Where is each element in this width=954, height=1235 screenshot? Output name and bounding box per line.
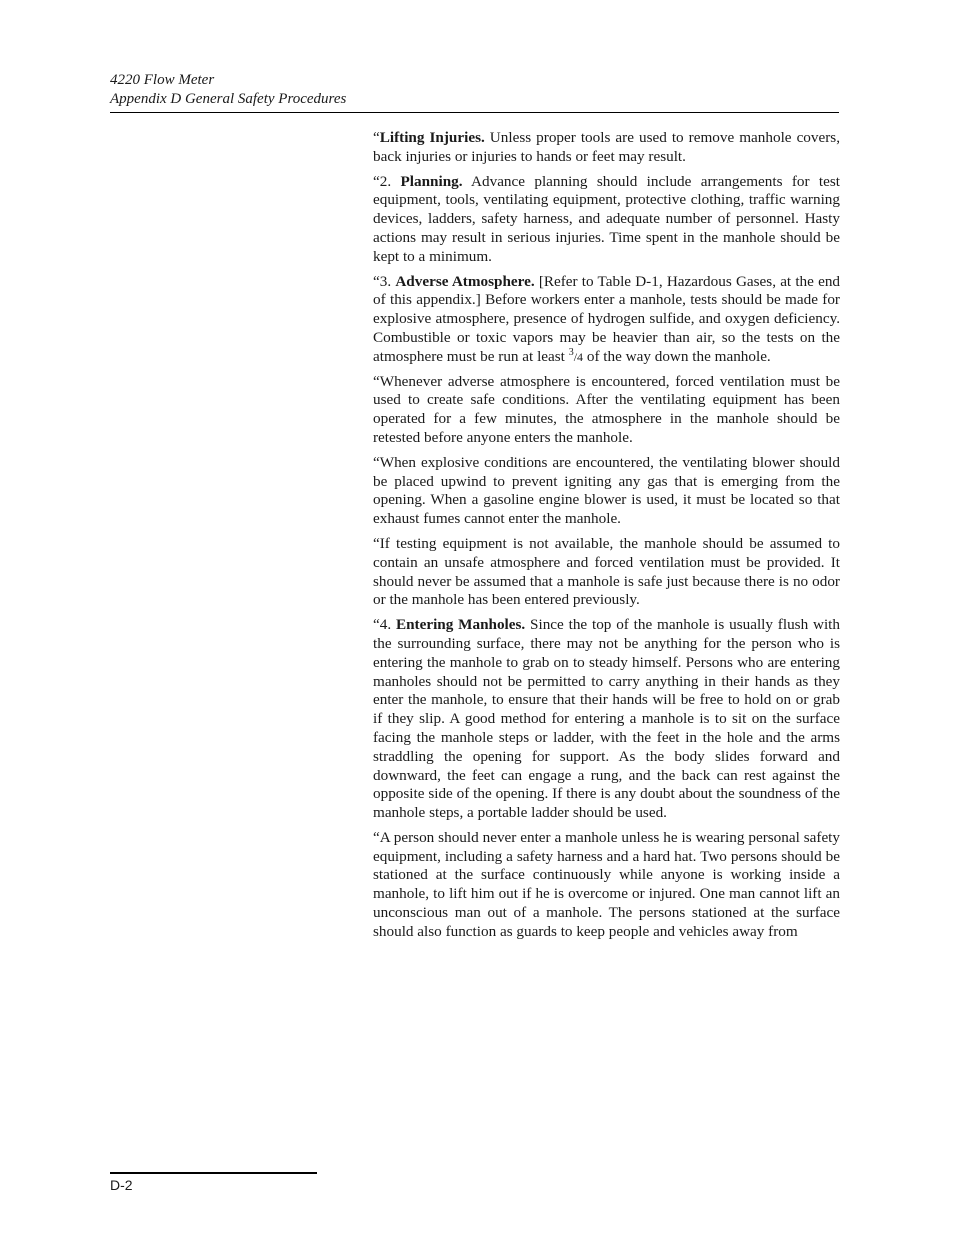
paragraph-entering-manholes: “4. Entering Manholes. Since the top of the manhole is usually flush with the surrounding surface, there may not be anything for the person who is entering the manhole to grab on to steady himself. Persons who are entering manholes should not be permitted to carry anything in their hands as they enter the manhole, to ensure that their hands will be free to hold on or grab if they slip. A good method for entering a manhole is to sit on the surface facing the manhole steps or ladder, with the feet in the hole and the arms straddling the opening for support. As the body slides forward and downward, the feet can engage a rung, and the back can rest against the opposite side of the opening. If there is any doubt about the soundness of the manhole steps, a portable ladder should be used. [373, 616, 840, 822]
paragraph-adverse-atmosphere: “3. Adverse Atmosphere. [Refer to Table D-1, Hazardous Gases, at the end of this appendix.] Before workers enter a manhole, tests should be made for explosive atmosphere, presence of hydrogen sulfide, and oxygen deficiency. Combustible or toxic vapors may be heavier than air, so the tests on the atmosphere must be run at least $^3$/4 of the way down the manhole. [373, 272, 841, 365]
fraction-denominator: /4 [573, 349, 584, 364]
header-title: 4220 Flow Meter [110, 72, 215, 88]
header-subtitle: Appendix D General Safety Procedures [110, 91, 347, 107]
footer-divider [110, 1172, 317, 1174]
paragraph-lifting-injuries: “Lifting Injuries. Unless proper tools are used to remove manhole covers, back injuries or injuries to hands or feet may result. [373, 129, 840, 165]
page-number: D-2 [110, 1177, 133, 1193]
paragraph-heading: Lifting Injuries. [379, 129, 485, 146]
header-divider [110, 112, 839, 113]
paragraph-heading: Entering Manholes. [395, 616, 526, 634]
paragraph-planning: “2. Planning. Advance planning should include arrangements for test equipment, tools, ventilating equipment, protective clothing, traffic warning devices, ladders, safety harness, and adequate number of personnel. Hasty actions may result in serious injuries. Time spent in the manhole should be kept to a minimum. [373, 172, 841, 265]
body-text [373, 129, 840, 948]
paragraph-safety-equipment: “A person should never enter a manhole unless he is wearing personal safety equipment, including a safety harness and a hard hat. Two persons should be stationed at the surface continuously while anyone is working inside a manhole, to lift him out if he is overcome or injured. One man cannot lift an unconscious man out of a manhole. The persons stationed at the surface should also function as guards to keep people and vehicles away from [373, 828, 840, 940]
paragraph-explosive-conditions: “When explosive conditions are encountered, the ventilating blower should be placed upwind to prevent igniting any gas that is emerging from the opening. When a gasoline engine blower is used, it must be located so that exhaust fumes cannot enter the manhole. [373, 453, 840, 528]
paragraph-heading: Planning. [400, 172, 463, 190]
paragraph-ventilation: “Whenever adverse atmosphere is encountered, forced ventilation must be used to create safe conditions. After the ventilating equipment has been operated for a few minutes, the atmosphere in the manhole should be retested before anyone enters the manhole. [373, 372, 840, 446]
page-header [110, 71, 838, 109]
paragraph-testing-equipment: “If testing equipment is not available, the manhole should be assumed to contain an unsafe atmosphere and forced ventilation must be provided. It should never be assumed that a manhole is safe just because there is no odor or the manhole has been entered previously. [373, 534, 840, 609]
fraction-numerator: 3 [568, 346, 574, 358]
paragraph-heading: Adverse Atmosphere. [395, 272, 535, 290]
